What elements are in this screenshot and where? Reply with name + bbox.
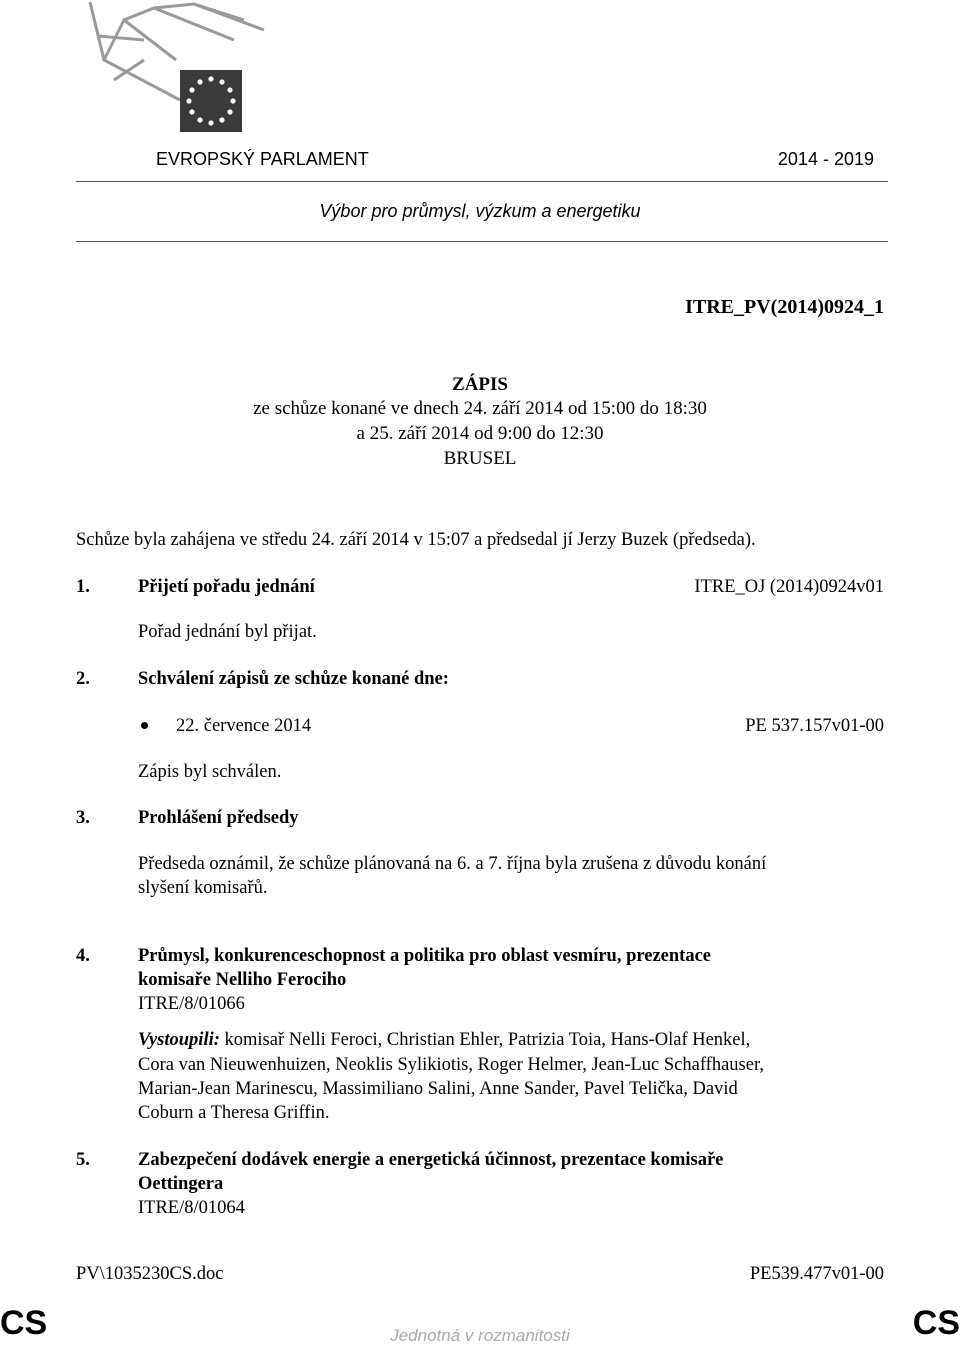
item-reference: ITRE/8/01066 — [138, 994, 245, 1014]
institution-name: EVROPSKÝ PARLAMENT — [156, 149, 369, 169]
item-number: 3. — [76, 808, 90, 828]
item-text-line: Předseda oznámil, že schůze plánovaná na 6. a 7. října byla zrušena z důvodu konání — [138, 854, 767, 874]
item-text-line: slyšení komisařů. — [138, 878, 268, 898]
footer-file-name: PV\1035230CS.doc — [76, 1264, 224, 1284]
document-title: ZÁPIS — [452, 374, 508, 395]
item-text: Zápis byl schválen. — [138, 762, 282, 782]
item-number: 2. — [76, 669, 90, 689]
speakers-line: Marian-Jean Marinescu, Massimiliano Salini, Anne Sander, Pavel Telička, David — [138, 1079, 738, 1099]
item-number: 4. — [76, 946, 90, 966]
opening-statement: Schůze byla zahájena ve středu 24. září 2014 v 15:07 a předsedal jí Jerzy Buzek (předseda). — [76, 530, 756, 550]
minutes-date: 22. července 2014 — [176, 716, 312, 736]
item-heading: Prohlášení předsedy — [138, 808, 299, 828]
speakers-line: Cora van Nieuwenhuizen, Neoklis Sylikiotis, Roger Helmer, Jean-Luc Schaffhauser, — [138, 1055, 764, 1075]
meeting-place: BRUSEL — [443, 448, 517, 469]
item-reference: ITRE_OJ (2014)0924v01 — [694, 577, 884, 597]
item-heading-line: komisaře Nelliho Ferociho — [138, 970, 347, 990]
language-code-left: CS — [0, 1304, 48, 1342]
parliamentary-term: 2014 - 2019 — [777, 149, 874, 169]
document-reference: ITRE_PV(2014)0924_1 — [685, 296, 884, 318]
item-heading-line: Průmysl, konkurenceschopnost a politika pro oblast vesmíru, prezentace — [138, 946, 712, 966]
item-heading-line: Zabezpečení dodávek energie a energetická účinnost, prezentace komisaře — [138, 1150, 724, 1170]
bullet-icon — [141, 722, 148, 729]
language-code-right: CS — [912, 1304, 960, 1342]
item-text: Pořad jednání byl přijat. — [138, 622, 317, 642]
eu-motto: Jednotná v rozmanitosti — [390, 1326, 570, 1345]
committee-divider — [76, 241, 888, 242]
speakers-text: komisař Nelli Feroci, Christian Ehler, Patrizia Toia, Hans-Olaf Henkel, — [219, 1030, 751, 1050]
footer-pe-reference: PE539.477v01-00 — [749, 1264, 884, 1284]
item-heading-line: Oettingera — [138, 1174, 224, 1194]
item-reference: ITRE/8/01064 — [138, 1198, 245, 1218]
item-heading: Přijetí pořadu jednání — [138, 577, 315, 597]
european-parliament-logo — [84, 0, 344, 140]
meeting-dates-line1: ze schůze konané ve dnech 24. září 2014 od 15:00 do 18:30 — [253, 398, 707, 419]
item-number: 5. — [76, 1150, 90, 1170]
item-number: 1. — [76, 577, 90, 597]
speakers-label: Vystoupili: — [138, 1030, 220, 1050]
meeting-dates-line2: a 25. září 2014 od 9:00 do 12:30 — [356, 423, 604, 444]
committee-name: Výbor pro průmysl, výzkum a energetiku — [319, 201, 641, 221]
speakers-line: Coburn a Theresa Griffin. — [138, 1103, 330, 1123]
item-reference: PE 537.157v01-00 — [745, 716, 884, 736]
speakers-line — [138, 1028, 750, 1052]
item-heading: Schválení zápisů ze schůze konané dne: — [138, 669, 449, 689]
header-divider — [76, 181, 888, 182]
